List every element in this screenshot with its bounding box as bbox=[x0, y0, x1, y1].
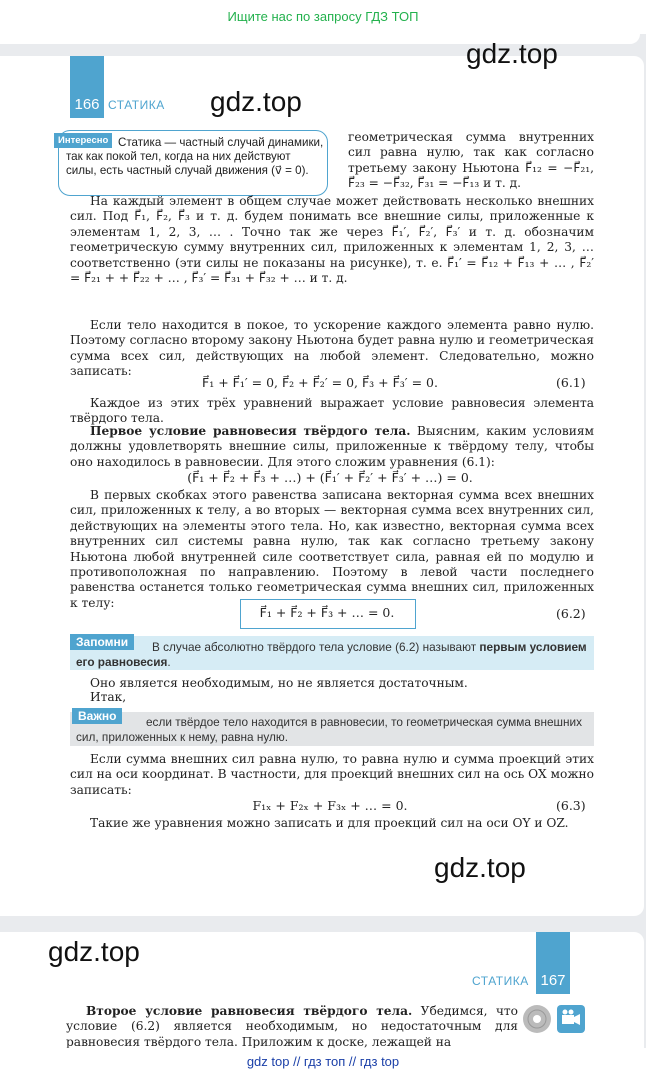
page-number: 166 bbox=[70, 56, 104, 118]
interesting-label: Интересно bbox=[54, 133, 112, 148]
remember-label: Запомни bbox=[70, 634, 134, 650]
equation-number: (6.2) bbox=[556, 606, 586, 621]
watermark: gdz.top bbox=[466, 38, 558, 69]
paragraph: геометрическая сумма внутренних сил равна нулю, так как согласно третьему закону Ньютона F⃗₁₂ = −F⃗₂₁, F⃗₂₃ = −F⃗₃₂, F⃗₃₁ = −F⃗₁₃ и т. д. bbox=[348, 130, 594, 191]
paragraph: Если сумма внешних сил равна нулю, то равна нулю и сумма проекций этих сил на оси координат. В частности, для проекций внешних сил на ось OX можно записать: bbox=[70, 752, 594, 797]
watermark: gdz.top bbox=[210, 86, 302, 117]
equation-6-1: F⃗₁ + F⃗₁′ = 0, F⃗₂ + F⃗₂′ = 0, F⃗₃ + F⃗₃′ = 0. bbox=[202, 375, 438, 390]
remember-text: В случае абсолютно твёрдого тела условие (6.2) называют первым условием его равновесия. bbox=[76, 640, 587, 669]
footer-links[interactable]: gdz top // гдз топ // гдз top bbox=[0, 1048, 646, 1076]
watermark: gdz.top bbox=[48, 936, 140, 967]
paragraph: Первое условие равновесия твёрдого тела. Выясним, каким условиям должны удовлетворять внешние силы, приложенные к твёрдому телу, чтобы оно находилось в равновесии. Для этого сложим уравнения (6.1): bbox=[70, 424, 594, 469]
important-label: Важно bbox=[72, 708, 122, 724]
paragraph: Оно является необходимым, но не является достаточным. bbox=[90, 676, 468, 690]
subheading: Первое условие равновесия твёрдого тела. bbox=[90, 424, 411, 438]
textbook-page-167 bbox=[0, 932, 644, 1048]
important-text: если твёрдое тело находится в равновесии, то геометрическая сумма внешних сил, приложенных к нему, равна нулю. bbox=[76, 715, 582, 744]
video-camera-icon[interactable] bbox=[556, 1004, 586, 1038]
paragraph: Если тело находится в покое, то ускорение каждого элемента равно нулю. Поэтому согласно второму закону Ньютона будет равна нулю и геометрическая сумма всех сил, действующих на любой элемент. Следовательно, можно записать: bbox=[70, 318, 594, 379]
equation-6-2: F⃗₁ + F⃗₂ + F⃗₃ + … = 0. bbox=[259, 605, 395, 620]
section-title: СТАТИКА bbox=[108, 98, 165, 112]
paragraph: Второе условие равновесия твёрдого тела. Убедимся, что условие (6.2) является необходимым, но недостаточным для равновесия твёрдого тела. Приложим к доске, лежащей на bbox=[66, 1004, 518, 1048]
paragraph: Итак, bbox=[90, 690, 127, 704]
subheading: Второе условие равновесия твёрдого тела. bbox=[86, 1004, 413, 1018]
paragraph: Такие же уравнения можно записать и для проекций сил на оси OY и OZ. bbox=[90, 816, 569, 830]
equation-number: (6.1) bbox=[556, 375, 586, 390]
top-banner[interactable]: Ищите нас по запросу ГДЗ ТОП bbox=[0, 0, 646, 34]
paragraph: Каждое из этих трёх уравнений выражает условие равновесия элемента твёрдого тела. bbox=[70, 396, 594, 426]
equation-number: (6.3) bbox=[556, 798, 586, 813]
page-number: 167 bbox=[536, 932, 570, 994]
paragraph: На каждый элемент в общем случае может действовать несколько внешних сил. Под F⃗₁, F⃗₂, F⃗₃ и т. д. будем понимать все внешние силы, приложенные к элементам 1, 2, 3, … . Точно так же через F⃗₁′, F⃗₂′, F⃗₃′ и т. д. обозначим геометрическую сумму внутренних сил, приложенных к элементам 1, 2, 3, … соответственно (эти силы не показаны на рисунке), т. е. F⃗₁′ = F⃗₁₂ + F⃗₁₃ + … , F⃗₂′ = F⃗₂₁ + + F⃗₂₂ + … , F⃗₃′ = F⃗₃₁ + F⃗₃₂ + … и т. д. bbox=[70, 194, 594, 286]
section-title: СТАТИКА bbox=[472, 974, 529, 988]
paragraph: В первых скобках этого равенства записана векторная сумма всех внешних сил, приложенных к телу, а во вторых — векторная сумма всех внутренних сил, действующих на элементы этого тела. Но, как известно, векторная сумма всех внутренних сил системы равна нулю, так как согласно третьему закону Ньютона любой внутренней силе соответствует сила, равная ей по модулю и противоположная по направлению. Поэтому в левой части последнего равенства останется только геометрическая сумма внешних сил, приложенных к телу: bbox=[70, 488, 594, 610]
disc-icon[interactable] bbox=[522, 1004, 552, 1038]
equation-sum: (F⃗₁ + F⃗₂ + F⃗₃ + …) + (F⃗₁′ + F⃗₂′ + F⃗₃′ + …) = 0. bbox=[187, 470, 473, 485]
interesting-text: Статика — частный случай динамики, так как покой тел, когда на них действуют силы, есть частный случай движения (v⃗ = 0). bbox=[66, 136, 324, 177]
equation-6-3: F₁ₓ + F₂ₓ + F₃ₓ + … = 0. bbox=[252, 798, 408, 813]
watermark: gdz.top bbox=[434, 852, 526, 883]
